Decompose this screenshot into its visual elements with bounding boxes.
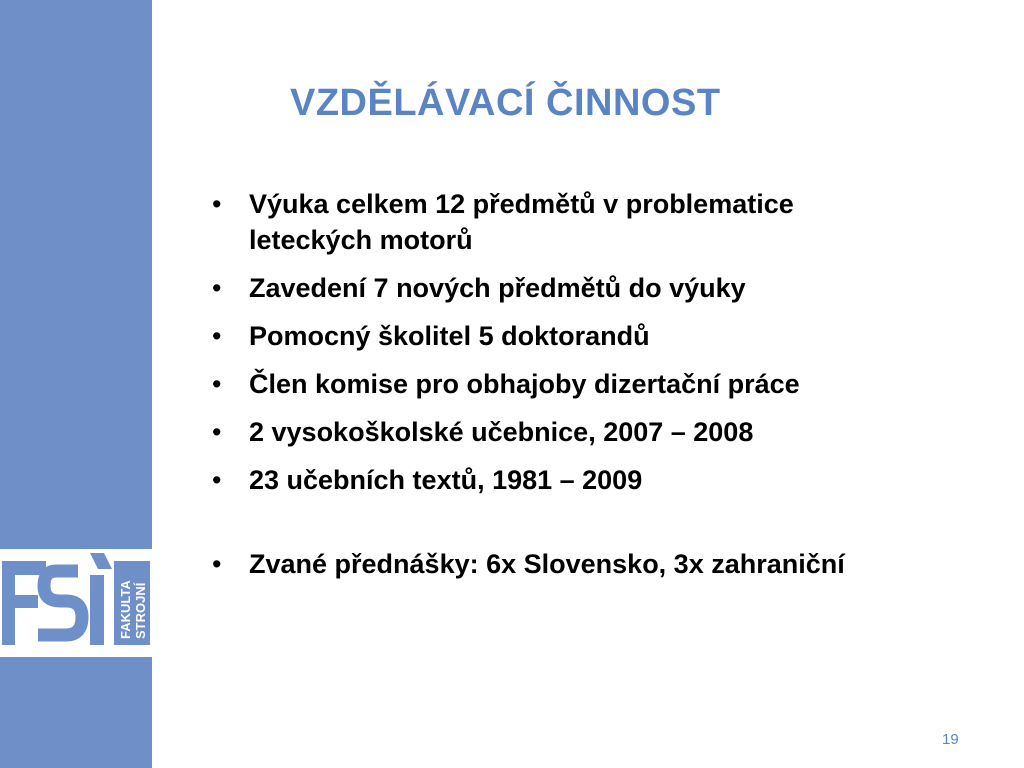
bullet-icon: • [212, 189, 222, 219]
bullet-text: Člen komise pro obhajoby dizertační práce [249, 369, 800, 399]
logo-letter-i [90, 553, 112, 645]
bullet-icon: • [212, 369, 222, 399]
bullet-text: 23 učebních textů, 1981 – 2009 [249, 465, 643, 495]
bullet-icon: • [212, 549, 222, 579]
bullet-icon: • [212, 273, 222, 303]
bullet-icon: • [212, 321, 222, 351]
logo-text-strojni: STROJNÍ [133, 582, 148, 639]
bullet-text: 2 vysokoškolské učebnice, 2007 – 2008 [249, 417, 754, 447]
bullet-icon: • [212, 465, 222, 495]
fsi-logo [0, 549, 152, 657]
bullet-text: Pomocný školitel 5 doktorandů [249, 321, 650, 351]
bullet-item [212, 366, 912, 402]
page-number: 19 [942, 731, 959, 748]
bullet-text: Zavedení 7 nových předmětů do výuky [249, 273, 746, 303]
bullet-item [212, 462, 912, 498]
bullet-text: Zvané přednášky: 6x Slovensko, 3x zahraniční [249, 549, 845, 579]
bullet-item [212, 546, 912, 582]
bullet-item [212, 414, 912, 450]
bullet-item [212, 186, 912, 258]
bullet-list [212, 186, 912, 594]
logo-text-fakulta: FAKULTA [118, 580, 133, 639]
bullet-item [212, 270, 912, 306]
bullet-icon: • [212, 417, 222, 447]
slide-title: VZDĚLÁVACÍ ČINNOST [290, 82, 721, 124]
bullet-item [212, 318, 912, 354]
bullet-text: Výuka celkem 12 předmětů v problematice leteckých motorů [249, 189, 794, 255]
logo-letter-s [38, 571, 82, 635]
